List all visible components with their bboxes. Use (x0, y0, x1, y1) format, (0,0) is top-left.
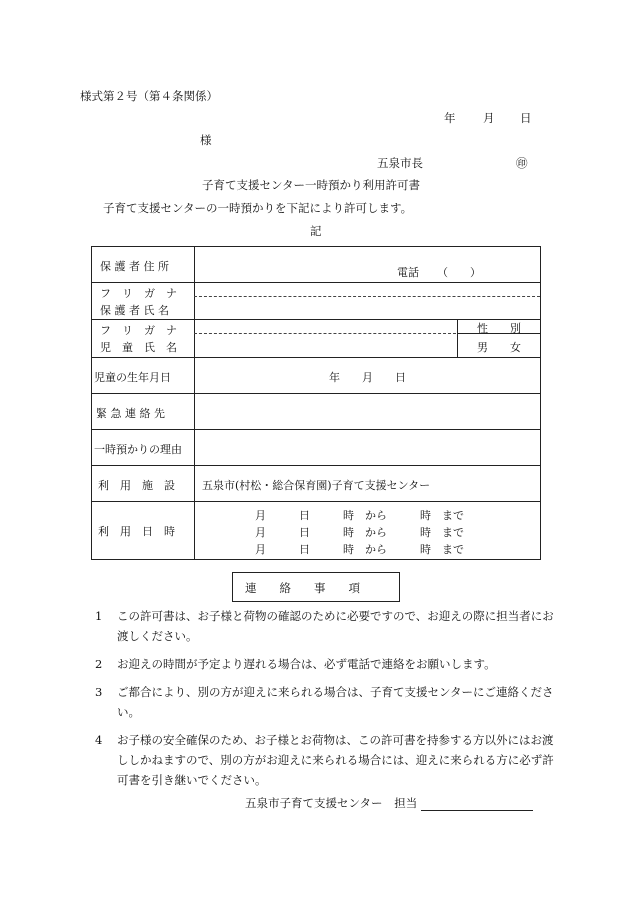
usage-row: 月 日 時 から 時 まで (255, 526, 464, 539)
notice-number: 1 (95, 609, 103, 623)
permit-form-table (91, 246, 541, 560)
notice-item (95, 606, 555, 646)
phone-paren: （ ） (437, 266, 481, 279)
child-name-label: 児 童 氏 名 (100, 341, 177, 354)
ki-label: 記 (310, 224, 322, 238)
notice-text: お迎えの時間が予定より遅れる場合は、必ず電話で連絡をお願いします。 (117, 657, 496, 671)
notice-text: ご都合により、別の方が迎えに来られる場合は、子育て支援センターにご連絡ください。 (117, 685, 554, 719)
gender-options: 男 女 (477, 341, 521, 354)
document-title: 子育て支援センター一時預かり利用許可書 (202, 178, 421, 192)
notice-header: 連 絡 事 項 (245, 581, 360, 595)
child-furigana-line (194, 333, 456, 334)
usage-row: 月 日 時 から 時 まで (255, 509, 464, 522)
gender-divider (457, 319, 458, 357)
guardian-name-label: 保 護 者 氏 名 (100, 304, 169, 317)
notice-text: この許可書は、お子様と荷物の確認のために必要ですので、お迎えの際に担当者にお渡しください。 (117, 609, 554, 643)
guardian-address-label: 保 護 者 住 所 (100, 260, 169, 273)
phone-label: 電話 (397, 266, 419, 279)
notice-item (95, 730, 555, 790)
guardian-furigana-line (194, 296, 540, 297)
date-year: 年 (444, 111, 456, 125)
facility-value: 五泉市(村松・総合保育園)子育て支援センター (202, 479, 431, 492)
notice-item (95, 654, 555, 674)
birthdate-value: 年 月 日 (329, 371, 406, 384)
date-month: 月 (483, 111, 495, 125)
birthdate-label: 児童の生年月日 (94, 371, 171, 384)
notice-number: 2 (95, 657, 103, 671)
guardian-furigana-label: フ リ ガ ナ (100, 287, 177, 300)
staff-signature-line (421, 798, 533, 811)
issuer-title: 五泉市長 (377, 156, 423, 170)
facility-label: 利 用 施 設 (98, 479, 175, 492)
notice-number: 3 (95, 685, 103, 699)
footer-center-name: 五泉市子育て支援センター (245, 796, 383, 810)
seal-mark: ㊞ (516, 156, 528, 170)
notice-text: お子様の安全確保のため、お子様とお荷物は、この許可書を持参する方以外にはお渡ししかねますので、別の方がお迎えに来られる場合には、迎えに来られる方に必ず許可書を引き継いでください。 (117, 733, 554, 787)
date-day: 日 (520, 111, 532, 125)
gender-header: 性 別 (477, 322, 521, 335)
notice-item (95, 682, 555, 722)
usage-datetime-label: 利 用 日 時 (98, 525, 175, 538)
intro-text: 子育て支援センターの一時預かりを下記により許可します。 (103, 201, 413, 215)
notice-number: 4 (95, 733, 103, 747)
staff-label: 担当 (394, 796, 418, 810)
notice-list (95, 606, 555, 798)
form-number: 様式第２号（第４条関係） (80, 89, 218, 103)
footer (245, 795, 533, 811)
reason-label: 一時預かりの理由 (94, 443, 182, 456)
child-furigana-label: フ リ ガ ナ (100, 324, 177, 337)
usage-row: 月 日 時 から 時 まで (255, 543, 464, 556)
addressee-honorific: 様 (200, 133, 212, 147)
notice-header-box (232, 572, 400, 602)
emergency-contact-label: 緊 急 連 絡 先 (96, 407, 165, 420)
